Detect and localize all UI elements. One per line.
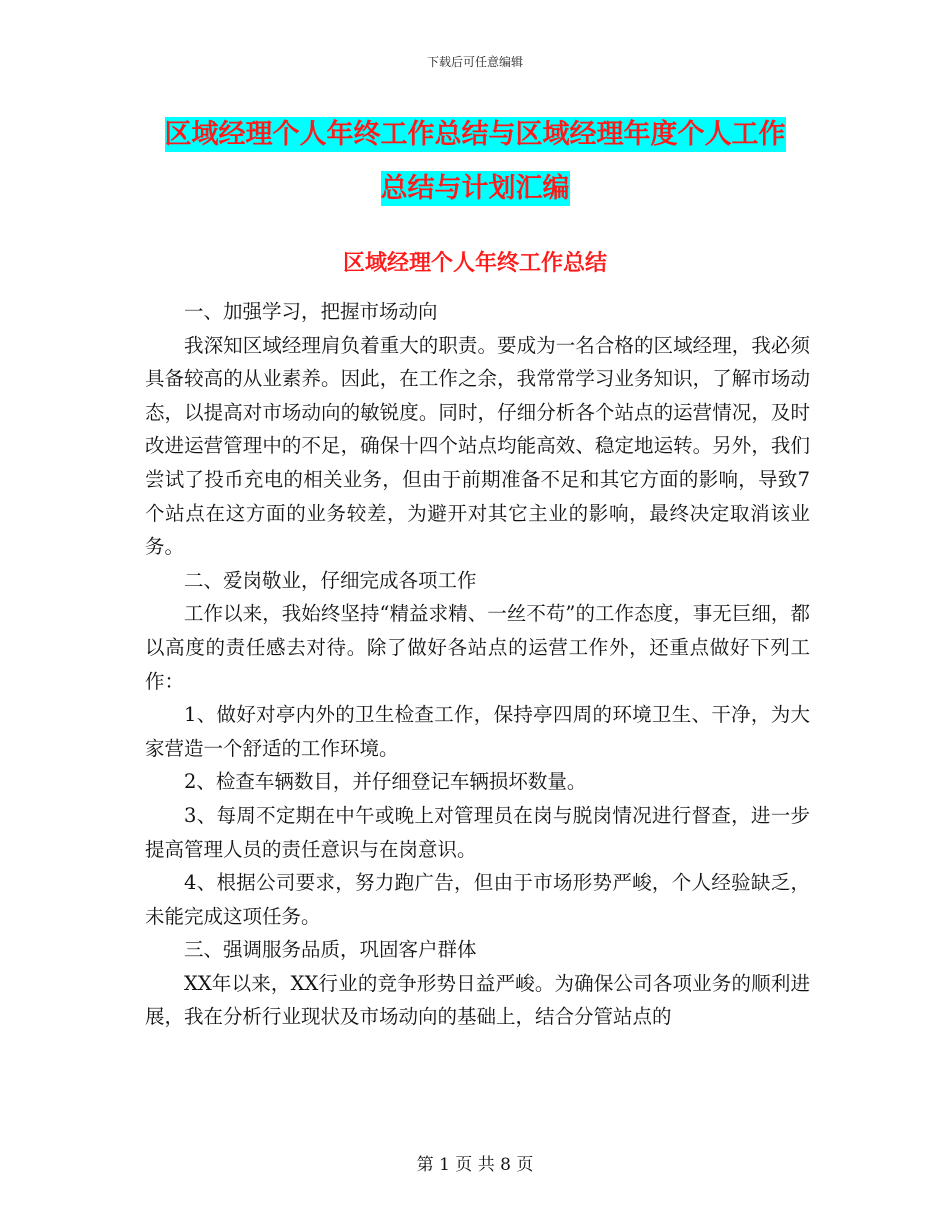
document-title-line-2: 总结与计划汇编 [380, 173, 570, 204]
paragraph: XX年以来，XX行业的竞争形势日益严峻。为确保公司各项业务的顺利进展，我在分析行业现状及市场动向的基础上，结合分管站点的 [145, 971, 810, 1029]
paragraph: 2、检查车辆数目，并仔细登记车辆损坏数量。 [184, 770, 587, 794]
page-number: 第 1 页 共 8 页 [416, 1155, 534, 1175]
document-title-line-1: 区域经理个人年终工作总结与区域经理年度个人工作 [164, 119, 786, 150]
paragraph: 二、爱岗敬业，仔细完成各项工作 [184, 568, 477, 592]
page-header-note: 下载后可任意编辑 [426, 55, 523, 69]
document-title [120, 108, 830, 216]
paragraph: 三、强调服务品质，巩固客户群体 [184, 938, 477, 962]
paragraph: 一、加强学习，把握市场动向 [184, 300, 438, 323]
paragraph: 工作以来，我始终坚持“精益求精、一丝不苟”的工作态度，事无巨细，都以高度的责任感去对待。除了做好各站点的运营工作外，还重点做好下列工作： [145, 602, 810, 693]
paragraph: 4、根据公司要求，努力跑广告，但由于市场形势严峻，个人经验缺乏，未能完成这项任务。 [145, 871, 810, 928]
paragraph: 我深知区域经理肩负着重大的职责。要成为一名合格的区域经理，我必须具备较高的从业素养。因此，在工作之余，我常常学习业务知识，了解市场动态，以提高对市场动向的敏锐度。同时，仔细分析各个站点的运营情况，及时改进运营管理中的不足，确保十四个站点均能高效、稳定地运转。另外，我们尝试了投币充电的相关业务，但由于前期准备不足和其它方面的影响，导致7个站点在这方面的业务较差，为避开对其它主业的影响，最终决定取消该业务。 [145, 333, 810, 559]
document-body [145, 295, 810, 1034]
paragraph: 1、做好对亭内外的卫生检查工作，保持亭四周的环境卫生、干净，为大家营造一个舒适的工作环境。 [145, 703, 810, 760]
section-title: 区域经理个人年终工作总结 [342, 250, 607, 276]
paragraph: 3、每周不定期在中午或晚上对管理员在岗与脱岗情况进行督查，进一步提高管理人员的责任意识与在岗意识。 [145, 803, 810, 861]
